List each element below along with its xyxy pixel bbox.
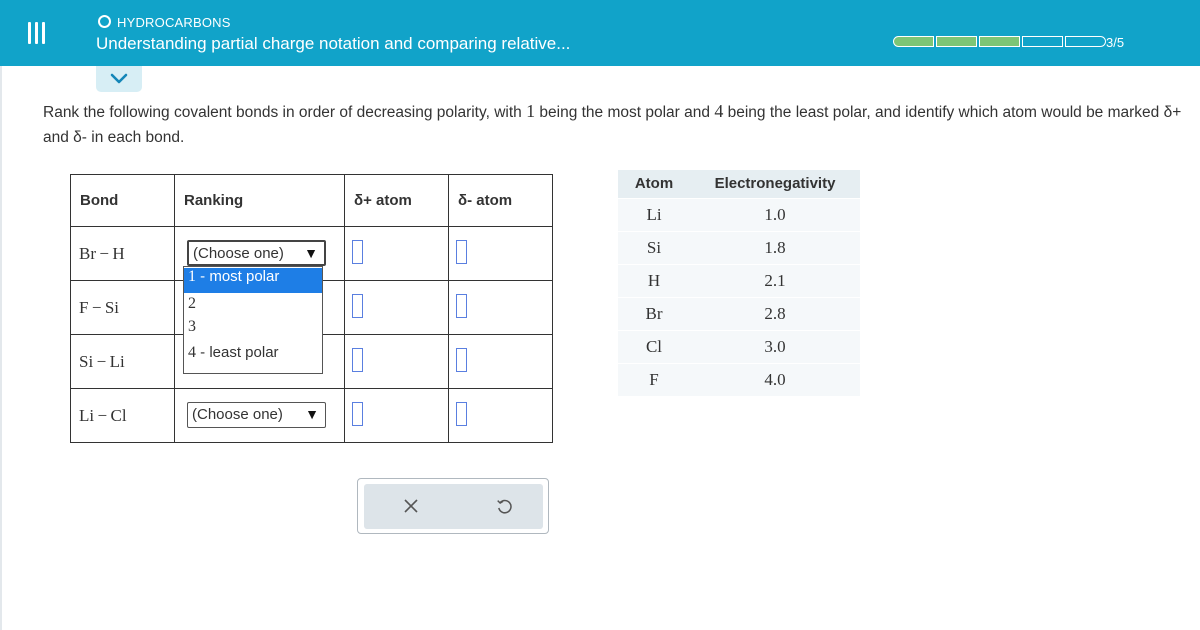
delta-plus-header: δ+ atom [345,175,449,227]
delta-minus-input[interactable] [456,240,467,264]
dropdown-option[interactable]: 2 [188,295,196,312]
answer-controls [357,478,549,534]
atom-cell: Br [618,297,690,330]
ranking-header: Ranking [175,175,345,227]
progress-segment [1065,36,1106,47]
topic-label: HYDROCARBONS [117,15,231,30]
hamburger-menu-icon[interactable] [28,22,46,44]
progress-segment [936,36,977,47]
atom-header: Atom [618,170,690,198]
value-cell: 2.8 [690,297,860,330]
bond-cell: Si − Li [71,335,175,389]
question-text: Rank the following covalent bonds in order of decreasing polarity, with 1 being the most polar and 4 being the least polar, and identify which atom would be marked δ+ and δ- in each bond. [43,101,1182,146]
delta-minus-input[interactable] [456,294,467,318]
table-row [71,389,553,443]
progress-segment [979,36,1020,47]
chevron-down-icon: ▼ [305,406,319,422]
value-cell: 4.0 [690,363,860,396]
bond-cell: Li − Cl [71,389,175,443]
ranking-select[interactable]: (Choose one) ▼ [187,402,326,428]
dropdown-option[interactable]: 1 - most polar [184,268,322,293]
electronegativity-header: Electronegativity [690,170,860,198]
page-title: Understanding partial charge notation and comparing relative... [96,34,571,53]
close-icon[interactable] [404,499,418,513]
delta-plus-input[interactable] [352,348,363,372]
undo-icon[interactable] [496,498,513,515]
atom-cell: Si [618,231,690,264]
dropdown-option[interactable]: 4 - least polar [188,344,279,361]
progress-segment [893,36,934,47]
delta-plus-input[interactable] [352,294,363,318]
table-row [618,297,860,330]
table-row [618,198,860,231]
bond-cell: Br − H [71,227,175,281]
ranking-dropdown-list [183,266,323,374]
table-row [618,231,860,264]
atom-cell: Cl [618,330,690,363]
value-cell: 3.0 [690,330,860,363]
dropdown-option[interactable]: 3 [188,318,196,335]
delta-minus-input[interactable] [456,402,467,426]
progress-count: 3/5 [1106,35,1125,50]
atom-cell: Li [618,198,690,231]
table-row [618,330,860,363]
progress-bar [893,36,1106,47]
atom-cell: F [618,363,690,396]
chevron-down-icon: ▼ [304,245,318,261]
delta-minus-input[interactable] [456,348,467,372]
left-border [0,66,2,630]
ranking-select[interactable]: (Choose one) ▼ [187,240,326,266]
header-bar [0,0,1200,66]
value-cell: 1.8 [690,231,860,264]
topic-status-icon [98,15,111,28]
progress-segment [1022,36,1063,47]
table-row [618,363,860,396]
atom-cell: H [618,264,690,297]
electronegativity-table [618,170,860,396]
chevron-down-icon [110,73,128,84]
table-row [618,264,860,297]
delta-plus-input[interactable] [352,402,363,426]
collapse-toggle-button[interactable] [96,66,142,92]
value-cell: 2.1 [690,264,860,297]
delta-plus-input[interactable] [352,240,363,264]
value-cell: 1.0 [690,198,860,231]
bond-header: Bond [71,175,175,227]
bond-cell: F − Si [71,281,175,335]
delta-minus-header: δ- atom [449,175,553,227]
